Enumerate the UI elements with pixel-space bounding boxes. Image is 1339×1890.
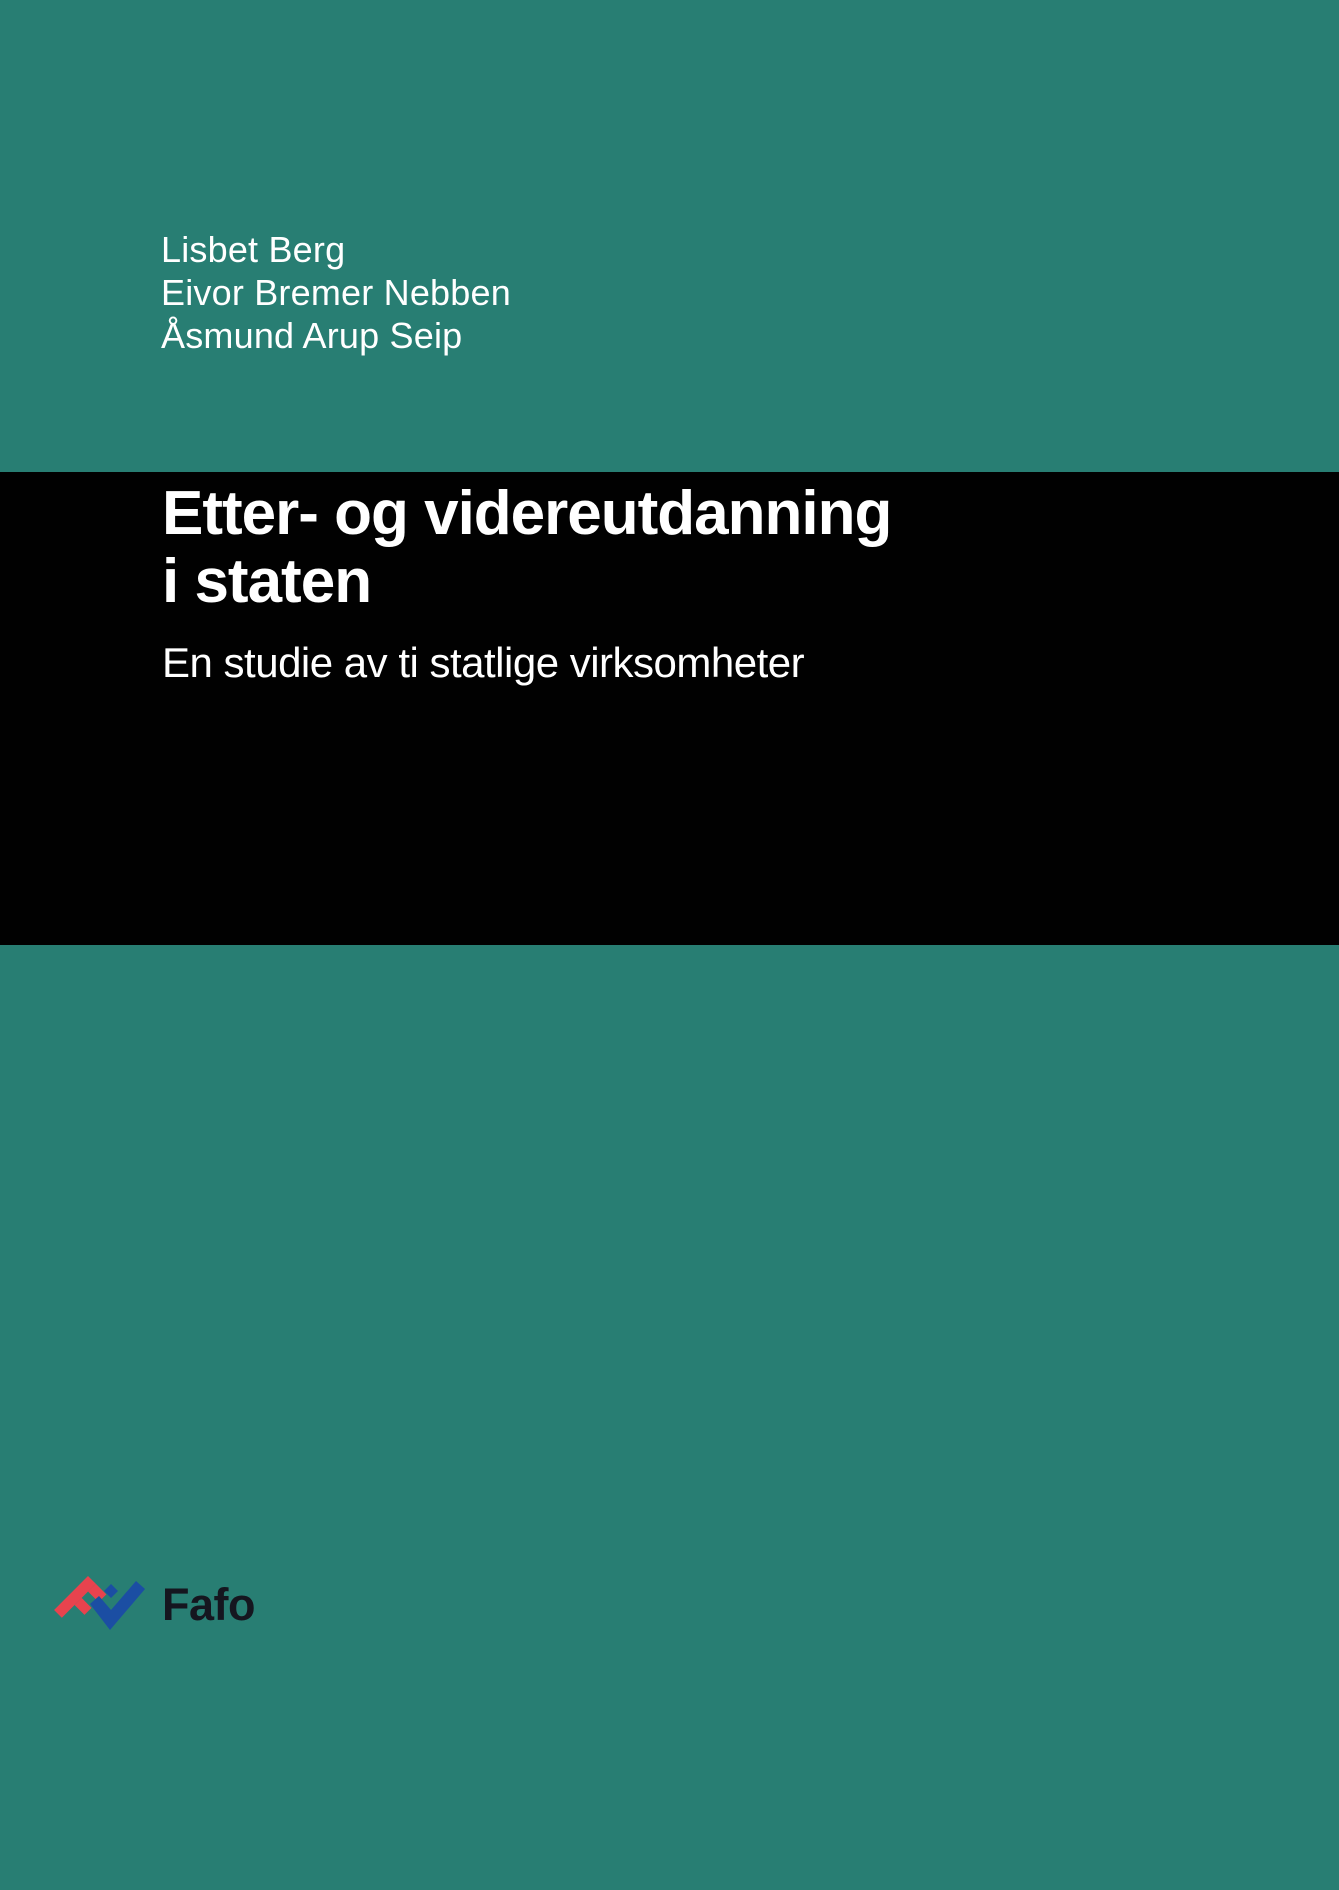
title-band xyxy=(0,472,1339,945)
report-title xyxy=(162,480,1299,616)
title-line-2: i staten xyxy=(162,547,372,616)
report-subtitle: En studie av ti statlige virksomheter xyxy=(162,639,805,686)
author-name: Lisbet Berg xyxy=(161,229,346,270)
fafo-wordmark: Fafo xyxy=(162,1579,255,1630)
fafo-logo-icon xyxy=(52,1574,148,1636)
fafo-logo xyxy=(52,1574,255,1636)
title-line-1: Etter- og videreutdanning xyxy=(162,479,892,548)
author-name: Eivor Bremer Nebben xyxy=(161,272,511,313)
author-name: Åsmund Arup Seip xyxy=(161,315,463,356)
author-block xyxy=(161,228,511,357)
